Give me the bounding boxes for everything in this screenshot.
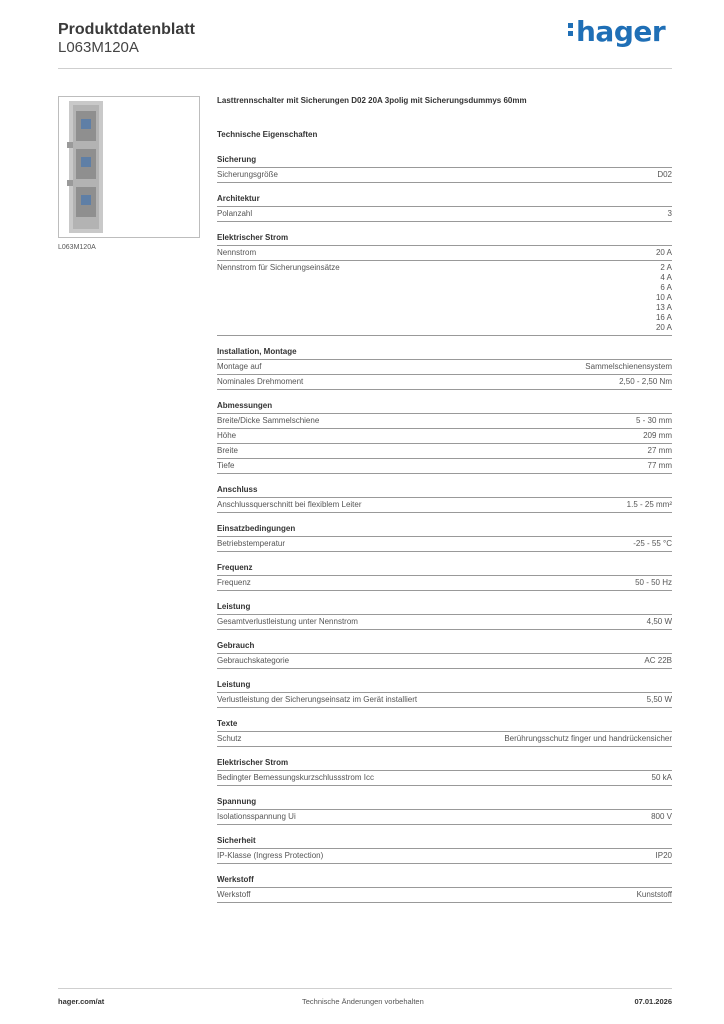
spec-value: 4,50 W bbox=[646, 617, 672, 626]
spec-value: 27 mm bbox=[647, 446, 672, 455]
spec-row bbox=[217, 261, 672, 336]
spec-values bbox=[647, 617, 672, 627]
product-description: Lasttrennschalter mit Sicherungen D02 20A 3polig mit Sicherungsdummys 60mm bbox=[217, 96, 527, 105]
spec-value: 5 - 30 mm bbox=[635, 416, 672, 425]
spec-row bbox=[217, 888, 672, 903]
spec-value: 5,50 W bbox=[646, 695, 672, 704]
spec-label: Nennstrom für Sicherungseinsätze bbox=[217, 263, 340, 272]
spec-value: 16 A bbox=[655, 313, 672, 322]
spec-values bbox=[648, 461, 672, 471]
section-title: Leistung bbox=[217, 601, 672, 615]
product-image bbox=[58, 96, 200, 238]
spec-section bbox=[217, 874, 672, 903]
spec-values bbox=[647, 695, 672, 705]
spec-values bbox=[636, 416, 672, 426]
switch-disconnector-icon bbox=[59, 97, 199, 237]
spec-row bbox=[217, 168, 672, 183]
section-title: Werkstoff bbox=[217, 874, 672, 888]
spec-values bbox=[656, 851, 672, 861]
section-title: Architektur bbox=[217, 193, 672, 207]
spec-section bbox=[217, 154, 672, 183]
spec-section bbox=[217, 232, 672, 336]
spec-values bbox=[643, 431, 672, 441]
spec-label: Werkstoff bbox=[217, 890, 251, 899]
spec-row bbox=[217, 444, 672, 459]
spec-label: Montage auf bbox=[217, 362, 262, 371]
spec-label: Schutz bbox=[217, 734, 242, 743]
properties-list bbox=[217, 154, 672, 903]
spec-values bbox=[504, 734, 672, 744]
spec-values bbox=[585, 362, 672, 372]
spec-value: Sammelschienensystem bbox=[585, 362, 672, 371]
spec-value: 20 A bbox=[655, 323, 672, 332]
footer-divider bbox=[58, 988, 672, 989]
spec-section bbox=[217, 346, 672, 390]
spec-label: Sicherungsgröße bbox=[217, 170, 278, 179]
footer-website[interactable]: hager.com/at bbox=[58, 997, 105, 1006]
spec-label: Tiefe bbox=[217, 461, 235, 470]
spec-row bbox=[217, 537, 672, 552]
spec-value: 3 bbox=[667, 209, 672, 218]
spec-row bbox=[217, 849, 672, 864]
spec-row bbox=[217, 414, 672, 429]
spec-values bbox=[627, 500, 672, 510]
section-title: Elektrischer Strom bbox=[217, 232, 672, 246]
spec-label: Frequenz bbox=[217, 578, 251, 587]
spec-row bbox=[217, 246, 672, 261]
footer-date: 07.01.2026 bbox=[634, 997, 672, 1006]
spec-row bbox=[217, 429, 672, 444]
spec-value: IP20 bbox=[655, 851, 672, 860]
spec-values bbox=[619, 377, 672, 387]
spec-row bbox=[217, 615, 672, 630]
section-title: Installation, Montage bbox=[217, 346, 672, 360]
spec-values bbox=[637, 890, 672, 900]
logo-dots-icon bbox=[568, 20, 574, 39]
technical-properties-heading: Technische Eigenschaften bbox=[217, 130, 318, 139]
section-title: Sicherheit bbox=[217, 835, 672, 849]
spec-row bbox=[217, 576, 672, 591]
header-divider bbox=[58, 68, 672, 69]
spec-row bbox=[217, 375, 672, 390]
spec-row bbox=[217, 459, 672, 474]
spec-section bbox=[217, 193, 672, 222]
spec-value: 1.5 - 25 mm² bbox=[626, 500, 672, 509]
spec-value: AC 22B bbox=[644, 656, 672, 665]
spec-value: D02 bbox=[657, 170, 672, 179]
section-title: Frequenz bbox=[217, 562, 672, 576]
section-title: Sicherung bbox=[217, 154, 672, 168]
spec-label: Anschlussquerschnitt bei flexiblem Leiter bbox=[217, 500, 362, 509]
spec-label: Polanzahl bbox=[217, 209, 253, 218]
product-sku: L063M120A bbox=[58, 39, 139, 56]
spec-section bbox=[217, 835, 672, 864]
spec-label: Gebrauchskategorie bbox=[217, 656, 290, 665]
spec-label: Nennstrom bbox=[217, 248, 257, 257]
footer-notice: Technische Änderungen vorbehalten bbox=[302, 997, 424, 1006]
spec-values bbox=[644, 656, 672, 666]
spec-value: 50 kA bbox=[651, 773, 672, 782]
spec-label: Höhe bbox=[217, 431, 237, 440]
spec-value: 77 mm bbox=[647, 461, 672, 470]
page-title: Produktdatenblatt bbox=[58, 21, 195, 38]
spec-values bbox=[652, 773, 672, 783]
logo-text: hager bbox=[576, 15, 666, 48]
spec-section bbox=[217, 640, 672, 669]
spec-value: 50 - 50 Hz bbox=[635, 578, 672, 587]
spec-section bbox=[217, 679, 672, 708]
product-image-caption: L063M120A bbox=[58, 244, 96, 251]
spec-value: 4 A bbox=[660, 273, 672, 282]
spec-value: Kunststoff bbox=[636, 890, 672, 899]
spec-section bbox=[217, 400, 672, 474]
spec-label: Betriebstemperatur bbox=[217, 539, 286, 548]
spec-value: 13 A bbox=[655, 303, 672, 312]
spec-value: Berührungsschutz finger und handrückensicher bbox=[504, 734, 672, 743]
spec-value: 6 A bbox=[660, 283, 672, 292]
spec-row bbox=[217, 360, 672, 375]
spec-values bbox=[656, 248, 672, 258]
spec-label: Verlustleistung der Sicherungseinsatz im Gerät installiert bbox=[217, 695, 418, 704]
spec-row bbox=[217, 498, 672, 513]
spec-section bbox=[217, 796, 672, 825]
spec-values bbox=[635, 578, 672, 588]
section-title: Leistung bbox=[217, 679, 672, 693]
section-title: Gebrauch bbox=[217, 640, 672, 654]
spec-label: Nominales Drehmoment bbox=[217, 377, 304, 386]
spec-section bbox=[217, 484, 672, 513]
section-title: Texte bbox=[217, 718, 672, 732]
spec-label: Gesamtverlustleistung unter Nennstrom bbox=[217, 617, 358, 626]
spec-section bbox=[217, 718, 672, 747]
spec-row bbox=[217, 771, 672, 786]
spec-label: Breite/Dicke Sammelschiene bbox=[217, 416, 320, 425]
section-title: Anschluss bbox=[217, 484, 672, 498]
spec-label: Breite bbox=[217, 446, 238, 455]
spec-value: 20 A bbox=[655, 248, 672, 257]
spec-values bbox=[668, 209, 672, 219]
spec-value: 2,50 - 2,50 Nm bbox=[619, 377, 672, 386]
spec-values bbox=[657, 170, 672, 180]
spec-row bbox=[217, 654, 672, 669]
spec-values bbox=[648, 446, 672, 456]
spec-section bbox=[217, 601, 672, 630]
spec-value: 2 A bbox=[660, 263, 672, 272]
spec-row bbox=[217, 693, 672, 708]
spec-section bbox=[217, 523, 672, 552]
section-title: Spannung bbox=[217, 796, 672, 810]
spec-label: Bedingter Bemessungskurzschlussstrom Icc bbox=[217, 773, 374, 782]
spec-value: 800 V bbox=[651, 812, 672, 821]
spec-row bbox=[217, 732, 672, 747]
spec-row bbox=[217, 207, 672, 222]
spec-values bbox=[656, 263, 672, 333]
spec-label: IP-Klasse (Ingress Protection) bbox=[217, 851, 324, 860]
spec-values bbox=[633, 539, 672, 549]
spec-section bbox=[217, 562, 672, 591]
spec-section bbox=[217, 757, 672, 786]
section-title: Einsatzbedingungen bbox=[217, 523, 672, 537]
datasheet-content bbox=[217, 96, 672, 903]
hager-logo bbox=[568, 15, 665, 48]
spec-value: 209 mm bbox=[643, 431, 672, 440]
spec-row bbox=[217, 810, 672, 825]
section-title: Elektrischer Strom bbox=[217, 757, 672, 771]
spec-value: 10 A bbox=[655, 293, 672, 302]
spec-value: -25 - 55 °C bbox=[633, 539, 672, 548]
spec-values bbox=[651, 812, 672, 822]
section-title: Abmessungen bbox=[217, 400, 672, 414]
spec-label: Isolationsspannung Ui bbox=[217, 812, 296, 821]
